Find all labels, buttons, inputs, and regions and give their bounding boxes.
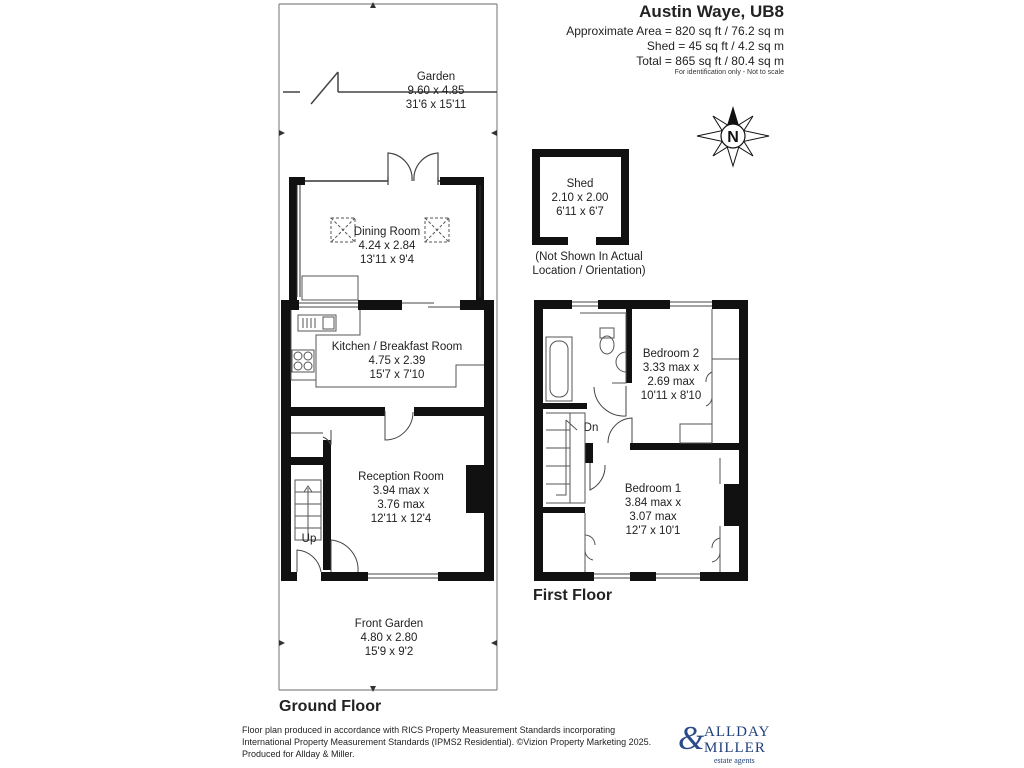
shed-label: Shed 2.10 x 2.00 6'11 x 6'7 [551,178,609,218]
ground-floor-title: Ground Floor [279,698,382,715]
compass-north-label: N [727,129,739,146]
kitchen-door-swing [385,411,413,440]
dining-room-label: Dining Room 4.24 x 2.84 13'11 x 9'4 [353,226,421,266]
front-garden-label: Front Garden 4.80 x 2.80 15'9 x 9'2 [354,618,424,658]
kitchen-sink [298,315,336,331]
scale-disclaimer: For identification only - Not to scale [674,69,784,76]
garden-label: Garden 9.60 x 4.85 31'6 x 15'11 [405,71,467,111]
bedroom2-door [608,418,632,443]
kitchen-reception-wall [281,407,494,416]
dining-unit [302,276,358,300]
reception-room-label: Reception Room 3.94 max x 3.76 max 12'11 x 12'4 [358,471,444,525]
compass-rose [697,106,769,166]
kitchen-hob [292,350,314,372]
kitchen-label: Kitchen / Breakfast Room 4.75 x 2.39 15'7 x 7'10 [331,341,463,381]
dining-kitchen-wall [281,300,484,310]
shed-location-note: (Not Shown In Actual Location / Orientation) [532,251,646,277]
front-window [368,574,438,578]
stairs-down [546,413,585,503]
bedroom1-door [590,463,605,490]
bathroom-fittings [546,313,626,401]
bedroom2-label: Bedroom 2 3.33 max x 2.69 max 10'11 x 8'10 [640,348,702,402]
allday-miller-logo: & ALLDAY MILLER estate agents [678,720,771,765]
bathroom-door [594,386,626,416]
stairs-down-label: Dn [583,422,599,434]
first-floor-title: First Floor [533,587,613,604]
property-title: Austin Waye, UB8 [639,2,784,21]
total-area: Total = 865 sq ft / 80.4 sq m [636,54,784,68]
ground-front-wall [281,572,494,581]
stairs-up [295,480,321,540]
reception-chimney [466,465,484,513]
approx-area: Approximate Area = 820 sq ft / 76.2 sq m [566,24,784,38]
bedroom1-label: Bedroom 1 3.84 max x 3.07 max 12'7 x 10'1 [624,483,682,537]
french-doors [388,153,438,185]
footer-credits: Floor plan produced in accordance with RICS Property Measurement Standards incorporating International Property Measurement Standards (IPMS2 Residential). ©Vizion Property Marketing 2025. Produced for Allday & Miller. [242,725,652,759]
reception-door [331,540,358,572]
front-door [297,550,321,572]
stairs-up-label: Up [301,533,317,545]
shed-area: Shed = 45 sq ft / 4.2 sq m [646,39,784,53]
